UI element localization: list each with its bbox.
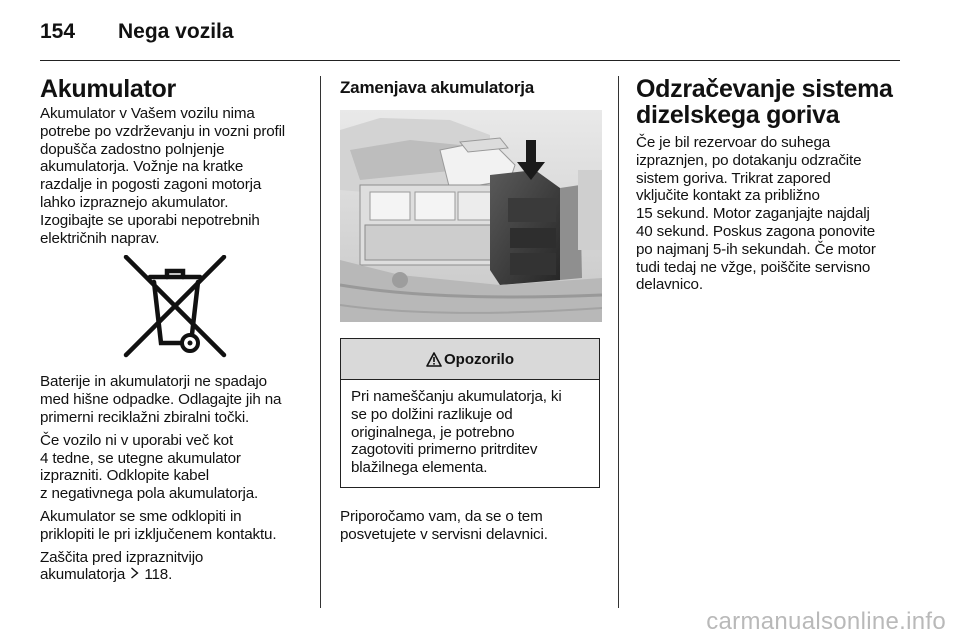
- battery-heading: Akumulator: [40, 75, 176, 103]
- page-header: [40, 12, 234, 52]
- page-number: 154: [40, 20, 76, 43]
- battery-paragraph-3: Če vozilo ni v uporabi več kot 4 tedne, se utegne akumulator izprazniti. Odklopite kabel z negativnega pola akumulatorja.: [40, 431, 259, 503]
- warning-box: [340, 338, 600, 488]
- engine-bay-battery-photo: [340, 110, 602, 322]
- column-battery-replacement: [340, 76, 602, 544]
- watermark: carmanualsonline.info: [706, 608, 946, 635]
- battery-paragraph-2: Baterije in akumulatorji ne spadajo med hišne odpadke. Odlagajte jih na primerni reciklažni zbiralni točki.: [40, 373, 282, 426]
- column-divider: [320, 76, 321, 608]
- column-diesel-bleeding: [636, 76, 904, 294]
- warning-triangle-icon: [426, 352, 442, 367]
- diesel-bleeding-heading: Odzračevanje sistema dizelskega goriva: [636, 75, 893, 129]
- warning-label: Opozorilo: [444, 350, 514, 368]
- battery-paragraph-1: Akumulator v Vašem vozilu nima potrebe po vzdrževanju in vozni profil dopušča zadostno polnjenje akumulatorja. Vožnje na kratke razdalje in pogosti zagoni motorja lahko izpraznejo akumulator. Izogibajte se uporabi nepotrebnih električnih naprav.: [40, 105, 286, 247]
- crossed-bin-icon: [120, 255, 230, 359]
- battery-paragraph-4: Akumulator se sme odklopiti in priklopiti le pri izključenem kontaktu.: [40, 507, 277, 543]
- replacement-advice: Priporočamo vam, da se o tem posvetujete v servisni delavnici.: [340, 507, 548, 543]
- column-battery: [40, 76, 306, 584]
- replacement-heading: Zamenjava akumulatorja: [340, 78, 535, 97]
- page-reference-arrow-icon: [130, 567, 139, 579]
- diesel-bleeding-paragraph: Če je bil rezervoar do suhega izpraznjen, po dotakanju odzračite sistem goriva. Trikrat zapored vključite kontakt za približno 15 sekund. Motor zaganjajte najdalj 40 sekund. Poskus zagona ponovite po najmanj 5-ih sekundah. Če motor tudi tedaj ne vžge, poiščite servisno delavnico.: [636, 134, 876, 294]
- warning-header: [341, 339, 599, 380]
- warning-text: Pri nameščanju akumulatorja, ki se po dolžini razlikuje od originalnega, je potrebno zagotoviti primerno pritrditev blažilnega elementa.: [351, 388, 562, 477]
- header-divider: [40, 60, 900, 61]
- column-divider: [618, 76, 619, 608]
- section-title: Nega vozila: [118, 20, 234, 43]
- page-reference-link[interactable]: 118.: [144, 566, 173, 584]
- battery-paragraph-5: Zaščita pred izpraznitvijo akumulatorja 118.: [40, 548, 204, 584]
